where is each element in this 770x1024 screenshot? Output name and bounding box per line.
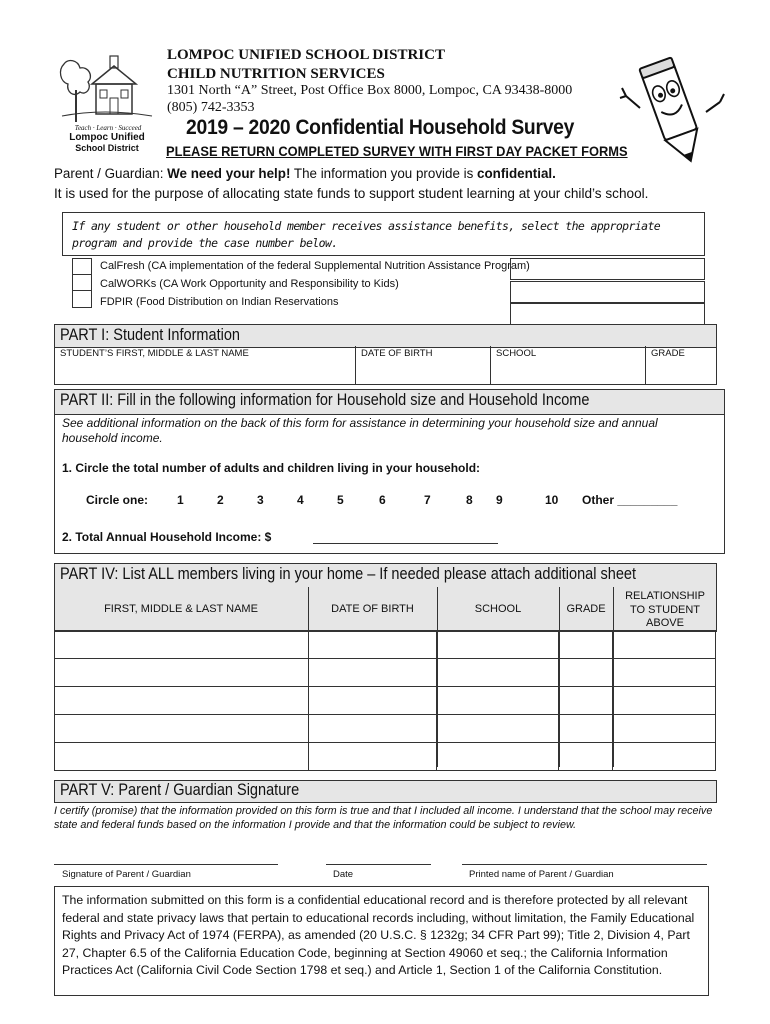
member-name-cell[interactable]: [55, 743, 309, 771]
district-phone: (805) 742-3353: [167, 100, 255, 115]
signature-label: Signature of Parent / Guardian: [62, 869, 191, 880]
member-name-cell[interactable]: [55, 715, 309, 743]
date-label: Date: [333, 869, 354, 880]
household-option-2[interactable]: 2: [217, 493, 224, 507]
calfresh-case-number-field[interactable]: [510, 258, 705, 280]
printed-name-field[interactable]: [462, 864, 707, 865]
member-relationship-header: RELATIONSHIP TO STUDENT ABOVE: [625, 590, 705, 629]
circle-one-label: Circle one:: [86, 493, 149, 507]
printed-name-label: Printed name of Parent / Guardian: [469, 869, 614, 880]
department-name: CHILD NUTRITION SERVICES: [167, 66, 385, 82]
intro-prefix: Parent / Guardian:: [54, 166, 164, 181]
member-grade-header: GRADE: [566, 603, 606, 615]
table-row: [55, 687, 716, 715]
household-members-table: [54, 630, 716, 771]
member-name-header: FIRST, MIDDLE & LAST NAME: [104, 603, 258, 615]
calworks-label: CalWORKs (CA Work Opportunity and Responsibility to Kids): [100, 278, 399, 290]
member-grade-cell[interactable]: [559, 715, 613, 743]
table-row: [55, 743, 716, 771]
member-school-header: SCHOOL: [474, 603, 522, 615]
logo-name-line2: School District: [75, 143, 139, 153]
pencil-mascot-icon: [618, 52, 728, 170]
household-option-8[interactable]: 8: [466, 493, 473, 507]
student-name-field[interactable]: [58, 362, 350, 382]
fdpir-checkbox[interactable]: [72, 290, 92, 308]
fdpir-case-number-field[interactable]: [510, 303, 705, 325]
intro-confidential: confidential.: [477, 166, 556, 181]
member-school-cell[interactable]: [437, 743, 559, 771]
part5-title: PART V: Parent / Guardian Signature: [60, 781, 300, 799]
member-dob-cell[interactable]: [308, 659, 437, 687]
logo-motto: Teach · Learn · Succeed: [74, 124, 142, 132]
member-grade-cell[interactable]: [559, 687, 613, 715]
household-option-3[interactable]: 3: [257, 493, 264, 507]
household-option-9[interactable]: 9: [496, 493, 503, 507]
member-grade-cell[interactable]: [559, 659, 613, 687]
district-name: LOMPOC UNIFIED SCHOOL DISTRICT: [167, 47, 445, 63]
household-option-4[interactable]: 4: [297, 493, 304, 507]
intro-help: We need your help!: [167, 166, 291, 181]
member-dob-cell[interactable]: [308, 687, 437, 715]
calworks-case-number-field[interactable]: [510, 281, 705, 303]
household-option-6[interactable]: 6: [379, 493, 386, 507]
form-title: 2019 – 2020 Confidential Household Survey: [186, 116, 575, 139]
household-option-5[interactable]: 5: [337, 493, 344, 507]
member-grade-cell[interactable]: [559, 743, 613, 771]
household-option-1[interactable]: 1: [177, 493, 184, 507]
member-relationship-cell[interactable]: [613, 743, 716, 771]
part2-title: PART II: Fill in the following information for Household size and Household Income: [60, 391, 590, 409]
household-income-field[interactable]: [313, 543, 498, 544]
member-dob-cell[interactable]: [308, 715, 437, 743]
member-name-cell[interactable]: [55, 659, 309, 687]
student-dob-label: DATE OF BIRTH: [361, 348, 433, 359]
member-dob-cell[interactable]: [308, 743, 437, 771]
form-subtitle: PLEASE RETURN COMPLETED SURVEY WITH FIRST DAY PACKET FORMS: [166, 143, 628, 159]
household-option-10[interactable]: 10: [545, 493, 559, 507]
parent-signature-field[interactable]: [54, 864, 278, 865]
part1-title: PART I: Student Information: [60, 326, 240, 344]
student-grade-label: GRADE: [651, 348, 685, 359]
member-school-cell[interactable]: [437, 715, 559, 743]
certification-statement: I certify (promise) that the information provided on this form is true and that I included all income. I understand that the school may receive state and federal funds based on the information I provide and that the information could be subject to review.: [54, 805, 713, 831]
member-name-cell[interactable]: [55, 687, 309, 715]
intro-line-2: It is used for the purpose of allocating state funds to support student learning at your child’s school.: [54, 186, 649, 201]
household-option-other[interactable]: Other _________: [582, 493, 678, 507]
member-grade-cell[interactable]: [559, 631, 613, 659]
member-relationship-cell[interactable]: [613, 715, 716, 743]
member-school-cell[interactable]: [437, 659, 559, 687]
district-address: 1301 North “A” Street, Post Office Box 8000, Lompoc, CA 93438-8000: [167, 83, 573, 98]
part4-title: PART IV: List ALL members living in your home – If needed please attach additional sheet: [60, 565, 637, 583]
member-school-cell[interactable]: [437, 687, 559, 715]
district-logo: [54, 44, 160, 152]
member-relationship-cell[interactable]: [613, 687, 716, 715]
member-school-cell[interactable]: [437, 631, 559, 659]
table-row: [55, 631, 716, 659]
student-name-label: STUDENT’S FIRST, MIDDLE & LAST NAME: [60, 348, 249, 359]
member-relationship-cell[interactable]: [613, 631, 716, 659]
member-dob-cell[interactable]: [308, 631, 437, 659]
privacy-notice: The information submitted on this form is a confidential educational record and is therefore protected by all relevant federal and state privacy laws that pertain to educational records including, without limitation, the Family Educational Rights and Privacy Act of 1974 (FERPA), as amended (20 U.S.C. § 1232g; 34 CFR Part 99); Title 2, Division 4, Part 27, Chapter 6.5 of the California Education Code, beginning at Section 49060 et seq.; the California Information Practices Act (California Civil Code Section 1798 et seq.) and Article 1, Section 1 of the California Constitution.: [62, 893, 695, 977]
signature-date-field[interactable]: [326, 864, 431, 865]
student-school-field[interactable]: [494, 362, 642, 382]
household-size-question: 1. Circle the total number of adults and children living in your household:: [62, 461, 481, 475]
table-row: [55, 659, 716, 687]
logo-name-line1: Lompoc Unified: [69, 132, 145, 143]
calfresh-label: CalFresh (CA implementation of the federal Supplemental Nutrition Assistance Program): [100, 260, 530, 272]
assistance-instructions: If any student or other household member receives assistance benefits, select the appropriate program and provide the case number below.: [72, 219, 661, 250]
table-row: [55, 715, 716, 743]
household-option-7[interactable]: 7: [424, 493, 431, 507]
member-relationship-cell[interactable]: [613, 659, 716, 687]
household-income-question: 2. Total Annual Household Income: $: [62, 530, 272, 544]
member-dob-header: DATE OF BIRTH: [331, 603, 414, 615]
member-name-cell[interactable]: [55, 631, 309, 659]
part2-note: See additional information on the back of this form for assistance in determining your household size and annual household income.: [62, 416, 658, 445]
student-grade-field[interactable]: [648, 362, 712, 382]
student-school-label: SCHOOL: [496, 348, 537, 359]
intro-mid: The information you provide is: [293, 166, 474, 181]
fdpir-label: FDPIR (Food Distribution on Indian Reservations: [100, 296, 339, 308]
student-dob-field[interactable]: [358, 362, 486, 382]
intro-line-1: [54, 166, 556, 181]
